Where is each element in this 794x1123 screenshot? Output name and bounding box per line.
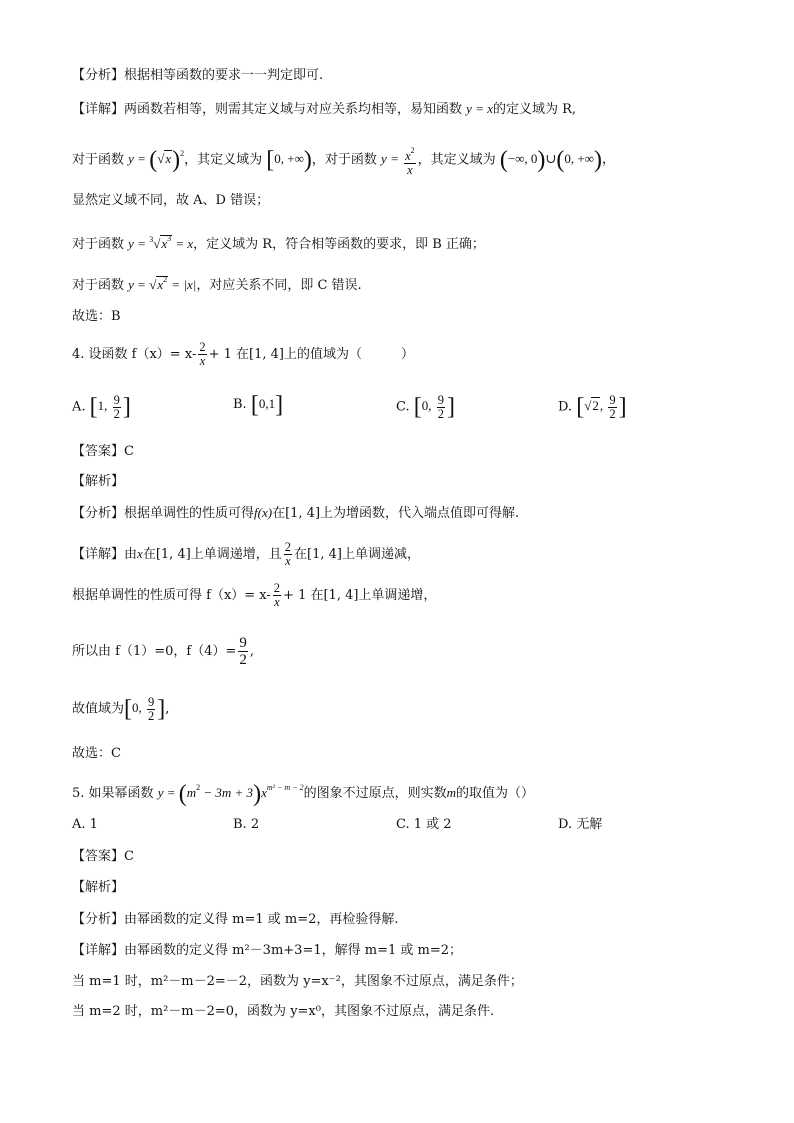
q5-stem	[72, 778, 535, 808]
analysis-line-q3	[72, 66, 323, 86]
q5-option-d-text: D. 无解	[558, 817, 603, 832]
analysis-tag: 【分析】	[72, 68, 125, 83]
q4-detail-a: 由	[124, 547, 138, 562]
q4-fenxi-a: 根据单调性的性质可得	[124, 506, 255, 521]
q4-l3-b: ,	[249, 644, 254, 659]
detail-text-b: 的定义域为 R,	[492, 102, 577, 117]
q4-l4-a: 故值域为	[72, 701, 125, 717]
q5-option-a-text: A. 1	[72, 817, 98, 832]
q5-answer-value: C	[124, 849, 134, 864]
q5-power-function: $y = (m^2 - 3m + 3)x^{m^2 - m - 2}$	[157, 781, 304, 808]
q4-choose	[72, 744, 121, 764]
choose-line-q3	[72, 307, 121, 327]
q4-range-interval: [0, $\frac{9}{2}$ ]	[124, 695, 166, 723]
q5-option-b-text: B. 2	[233, 817, 260, 832]
q4-detail-frac: $\frac{2}{x}$	[284, 540, 292, 568]
q4-l3-a: 所以由 f（1）=0，f（4）=	[72, 644, 237, 659]
q5-analysis-tag: 【解析】	[72, 880, 125, 895]
line6-text-a: 对于函数	[72, 278, 125, 293]
q4-stem	[72, 341, 414, 368]
formula-y-equals-x: y = x	[466, 101, 493, 116]
detail-text-a: 两函数若相等，则需其定义域与对应关系均相等，易知函数	[124, 102, 463, 117]
q5-fenxi-text: 由幂函数的定义得 m=1 或 m=2，再检验得解.	[124, 912, 399, 927]
interval-0-inf: [0, +∞)	[266, 147, 312, 174]
q4-option-a	[72, 394, 131, 421]
q5-fenxi-tag: 【分析】	[72, 912, 125, 927]
q4-detail-tag: 【详解】	[72, 547, 125, 562]
q4-analysis-tag: 【解析】	[72, 474, 125, 489]
q5-option-c	[396, 815, 452, 835]
line-cube-root	[72, 229, 485, 255]
q4-option-b-interval: [0,1]	[250, 392, 284, 419]
q4-stem-a: 4. 设函数 f（x）= x-	[72, 347, 197, 362]
formula-sqrt-x-squared: $y = (√x)^2$	[128, 147, 185, 174]
q4-option-d-label: D.	[558, 399, 573, 415]
q4-x: x	[137, 546, 143, 561]
q4-option-b-label: B.	[233, 397, 247, 412]
q4-l2-b: + 1 在[1, 4]上单调递增，	[283, 588, 437, 603]
q5-case2	[72, 1002, 494, 1022]
q5-analysis-heading	[72, 878, 124, 898]
line3-text-d: ，其定义域为	[417, 152, 496, 168]
q4-answer-tag: 【答案】	[72, 444, 125, 459]
line-not-same-domain	[72, 191, 269, 211]
q4-answer-value: C	[124, 444, 134, 459]
q5-detail-text: 由幂函数的定义得 m²－3m+3=1，解得 m=1 或 m=2；	[124, 943, 462, 958]
q5-detail-tag: 【详解】	[72, 943, 125, 958]
q4-stem-b: + 1 在[1, 4]上的值域为（ ）	[208, 347, 414, 362]
q4-option-b	[233, 392, 284, 419]
formula-x2-over-x: y = $\frac{x^2}{x}$	[381, 146, 415, 177]
q5-option-b	[233, 815, 259, 835]
q5-option-c-text: C. 1 或 2	[396, 817, 452, 832]
line6-text-b: ，对应关系不同，即 C 错误.	[196, 278, 362, 293]
q5-option-a	[72, 815, 98, 835]
q5-stem-b: 的图象不过原点，则实数	[303, 786, 447, 801]
q4-fenxi	[72, 503, 519, 524]
q4-detail	[72, 541, 420, 568]
q4-answer	[72, 442, 134, 462]
q4-detail-b: 在[1, 4]上单调递增，且	[142, 547, 282, 562]
q4-fx: f(x)	[254, 505, 273, 520]
q4-line2	[72, 582, 436, 609]
q5-option-d	[558, 815, 602, 835]
line3-text-c: ，对于函数	[311, 152, 377, 168]
line3-text-a: 对于函数	[72, 152, 125, 168]
q4-option-a-interval: [1, $\frac{9}{2}$ ]	[89, 393, 131, 421]
q5-case2-text: 当 m=2 时，m²－m－2=0，函数为 y=x⁰，其图象不过原点，满足条件.	[72, 1004, 495, 1019]
q4-option-c-interval: [0, $\frac{9}{2}$ ]	[413, 393, 456, 421]
q5-case1	[72, 972, 523, 992]
q4-l3-frac: $\frac{9}{2}$	[239, 635, 247, 668]
formula-sqrt-abs: $y = √x^2 = |x|$	[128, 275, 197, 292]
q4-l4-b: ,	[165, 701, 170, 717]
detail-tag: 【详解】	[72, 102, 125, 117]
q5-m: m	[446, 785, 456, 800]
choose-text-q3: 故选：B	[72, 309, 121, 324]
q4-l2-frac: $\frac{2}{x}$	[273, 581, 281, 609]
q4-option-a-label: A.	[72, 399, 86, 415]
q4-frac-2-over-x: $\frac{2}{x}$	[199, 340, 206, 368]
q4-option-c-label: C.	[396, 399, 410, 415]
q4-choose-text: 故选：C	[72, 746, 121, 761]
q5-stem-c: 的取值为（）	[456, 786, 535, 801]
q4-fenxi-tag: 【分析】	[72, 506, 125, 521]
q5-answer	[72, 847, 134, 867]
interval-union: (−∞, 0)∪(0, +∞)，	[499, 147, 615, 174]
q4-analysis-heading	[72, 472, 124, 492]
formula-cube-root: $y = ^3√x^3 = x$	[128, 234, 194, 251]
line3-text-b: ，其定义域为	[184, 152, 263, 168]
domain-compare-line	[72, 144, 615, 177]
q5-fenxi	[72, 910, 399, 930]
line-abs	[72, 270, 362, 296]
analysis-text: 根据相等函数的要求一一判定即可.	[124, 68, 324, 83]
q4-option-d	[558, 394, 627, 421]
q4-l2-a: 根据单调性的性质可得 f（x）= x-	[72, 588, 271, 603]
q5-stem-a: 5. 如果幂函数	[72, 786, 154, 801]
line4-text: 显然定义域不同，故 A、D 错误；	[72, 193, 270, 208]
q5-detail	[72, 941, 462, 961]
q4-detail-c: 在[1, 4]上单调递减，	[294, 547, 420, 562]
detail-line-q3	[72, 99, 576, 120]
line5-text-a: 对于函数	[72, 237, 125, 252]
q4-option-c	[396, 394, 455, 421]
q4-option-d-interval: [√2, $\frac{9}{2}$ ]	[576, 393, 627, 421]
q5-answer-tag: 【答案】	[72, 849, 125, 864]
line5-text-b: ，定义域为 R，符合相等函数的要求，即 B 正确；	[193, 237, 485, 252]
q5-case1-text: 当 m=1 时，m²－m－2=－2，函数为 y=x⁻²，其图象不过原点，满足条件；	[72, 974, 523, 989]
q4-line4	[72, 696, 169, 723]
q4-line3	[72, 635, 254, 668]
q4-fenxi-b: 在[1, 4]上为增函数，代入端点值即可得解.	[272, 506, 520, 521]
